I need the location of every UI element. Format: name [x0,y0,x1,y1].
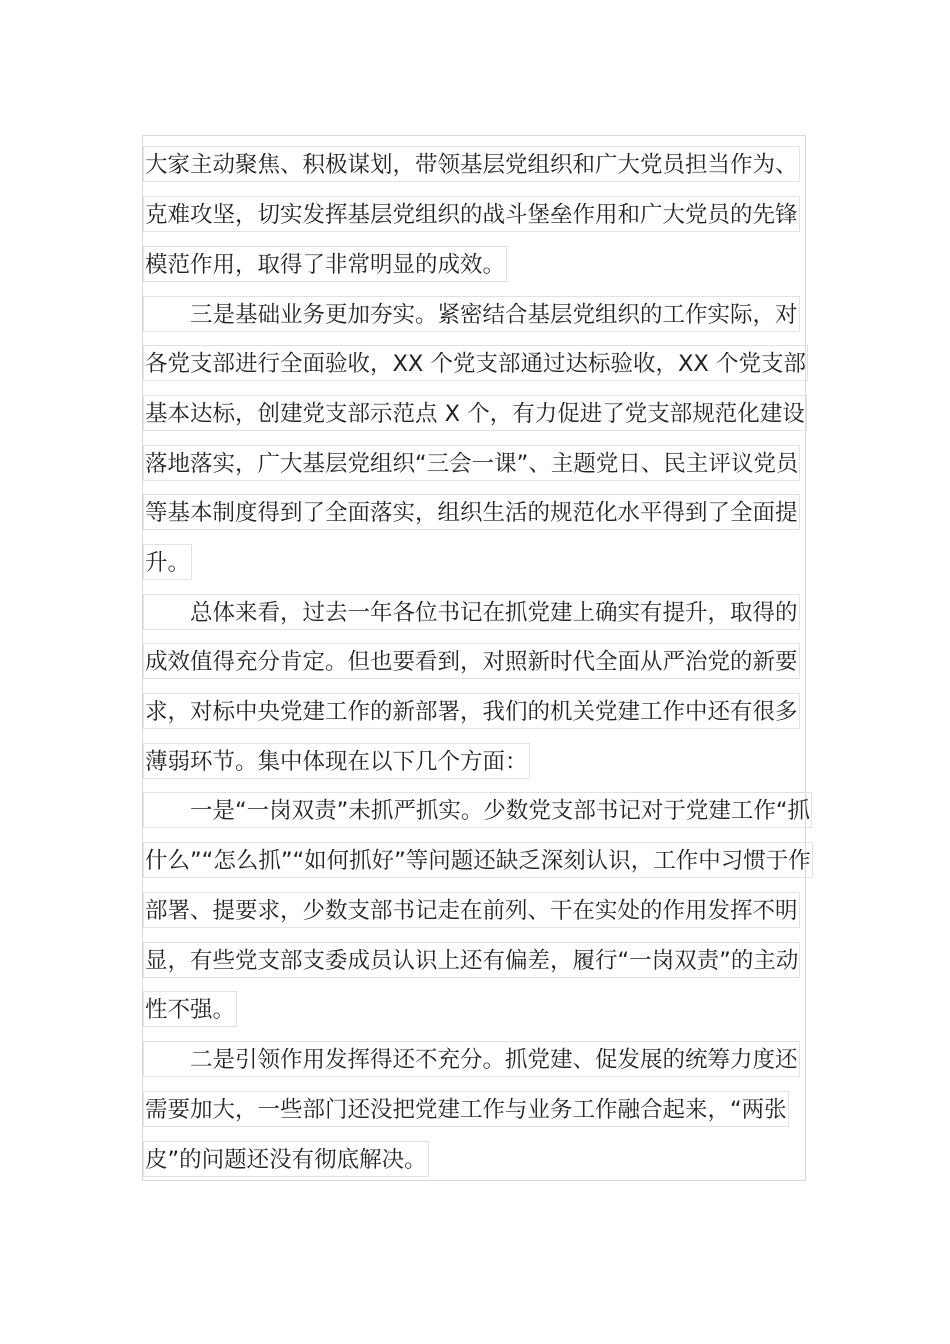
text-line: 基本达标，创建党支部示范点 X 个，有力促进了党支部规范化建设 [143,395,807,431]
text-line: 大家主动聚焦、积极谋划，带领基层党组织和广大党员担当作为、 [143,146,800,182]
text-line: 性不强。 [143,991,237,1027]
text-line: 求，对标中央党建工作的新部署，我们的机关党建工作中还有很多 [143,693,800,729]
paragraph-first-line: 一是“一岗双责”未抓严抓实。少数党支部书记对于党建工作“抓 [143,792,812,828]
text-line: 落地落实，广大基层党组织“三会一课”、主题党日、民主评议党员 [143,445,800,481]
text-line: 等基本制度得到了全面落实，组织生活的规范化水平得到了全面提 [143,494,800,530]
text-line: 升。 [143,544,192,580]
paragraph-first-line: 总体来看，过去一年各位书记在抓党建上确实有提升，取得的 [143,594,800,630]
paragraph-first-line: 三是基础业务更加夯实。紧密结合基层党组织的工作实际，对 [143,296,800,332]
text-line: 什么”“怎么抓”“如何抓好”等问题还缺乏深刻认识，工作中习惯于作 [143,842,813,878]
text-line: 模范作用，取得了非常明显的成效。 [143,246,507,282]
text-line: 部署、提要求，少数支部书记走在前列、干在实处的作用发挥不明 [143,892,800,928]
text-line: 薄弱环节。集中体现在以下几个方面： [143,743,530,779]
paragraph-first-line: 二是引领作用发挥得还不充分。抓党建、促发展的统筹力度还 [143,1041,800,1077]
text-line: 成效值得充分肯定。但也要看到，对照新时代全面从严治党的新要 [143,643,800,679]
text-line: 克难攻坚，切实发挥基层党组织的战斗堡垒作用和广大党员的先锋 [143,196,800,232]
text-line: 皮”的问题还没有彻底解决。 [143,1141,429,1177]
text-line: 各党支部进行全面验收，XX 个党支部通过达标验收，XX 个党支部 [143,345,808,381]
text-line: 需要加大，一些部门还没把党建工作与业务工作融合起来，“两张 [143,1091,789,1127]
text-line: 显，有些党支部支委成员认识上还有偏差，履行“一岗双责”的主动 [143,942,800,978]
